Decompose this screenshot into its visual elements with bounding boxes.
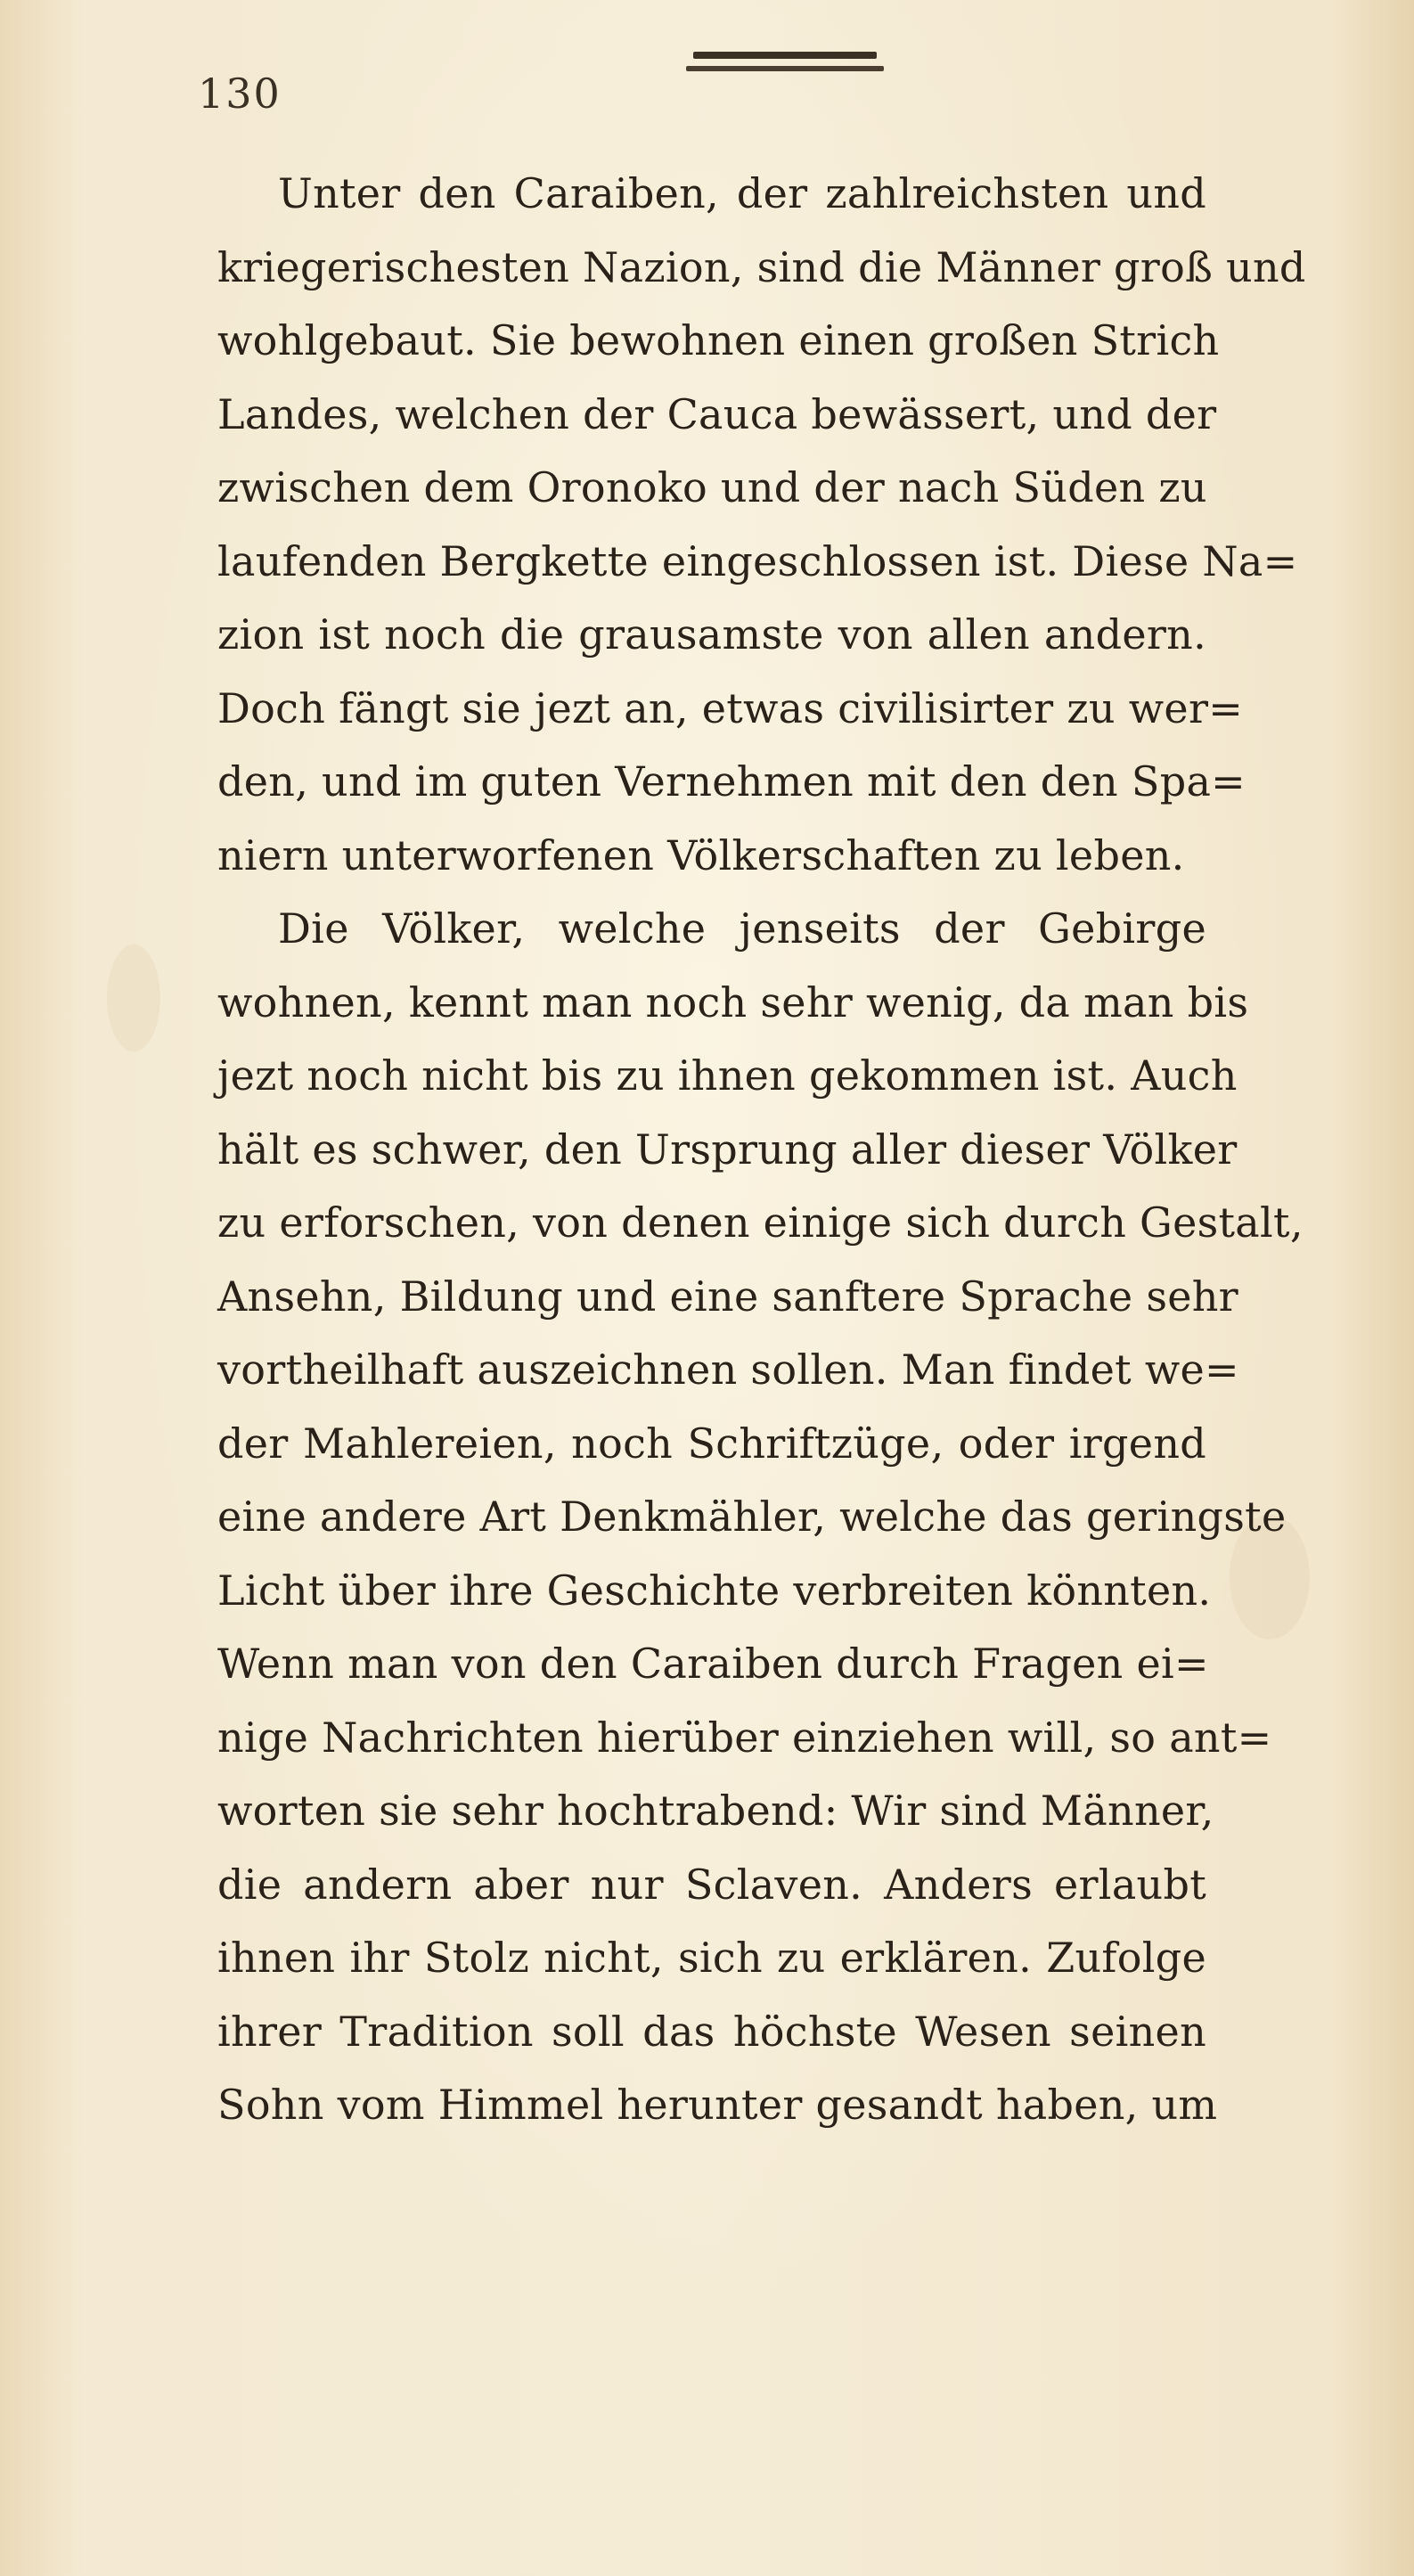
text-line: jezt noch nicht bis zu ihnen gekommen ist. Auch [217, 1051, 1238, 1100]
text-line: laufenden Bergkette eingeschlossen ist. Diese Na= [217, 536, 1298, 585]
page-number: 130 [198, 70, 282, 118]
text-line: kriegerischesten Nazion, sind die Männer groß und [217, 242, 1306, 291]
text-line: worten sie sehr hochtrabend: Wir sind Männer, [217, 1787, 1214, 1835]
text-line: zwischen dem Oronoko und der nach Süden zu [217, 463, 1207, 511]
text-line: Landes, welchen der Cauca bewässert, und der [217, 389, 1217, 438]
text-line: eine andere Art Denkmähler, welche das geringste [217, 1492, 1287, 1541]
ornament-rule-bottom [686, 66, 884, 71]
ornament-rule-top [693, 52, 877, 59]
body-text [217, 157, 1306, 2142]
text-line: hält es schwer, den Ursprung aller dieser Völker [217, 1124, 1238, 1174]
text-line: die andern aber nur Sclaven. Anders erlaubt [217, 1860, 1206, 1909]
text-line: Sohn vom Himmel herunter gesandt haben, um [217, 2081, 1218, 2129]
text-line: wohlgebaut. Sie bewohnen einen großen Strich [217, 316, 1220, 364]
text-line: zu erforschen, von denen einige sich durch Gestalt, [217, 1198, 1304, 1247]
text-line: zion ist noch die grausamste von allen andern. [217, 610, 1206, 658]
text-line: Die Völker, welche jenseits der Gebirge [278, 904, 1206, 953]
text-line: nige Nachrichten hierüber einziehen will, so ant= [217, 1713, 1272, 1762]
text-line: Ansehn, Bildung und eine sanftere Sprache sehr [217, 1272, 1238, 1321]
text-line: Licht über ihre Geschichte verbreiten könnten. [217, 1566, 1212, 1615]
header-ornament [686, 52, 884, 77]
text-line: der Mahlereien, noch Schriftzüge, oder irgend [217, 1419, 1206, 1468]
text-line: Wenn man von den Caraiben durch Fragen ei= [217, 1640, 1209, 1688]
text-line: vortheilhaft auszeichnen sollen. Man findet we= [217, 1345, 1239, 1394]
text-line: ihnen ihr Stolz nicht, sich zu erklären. Zufolge [217, 1934, 1206, 1982]
text-line: Unter den Caraiben, der zahlreichsten und [278, 169, 1206, 217]
text-line: ihrer Tradition soll das höchste Wesen seinen [217, 2007, 1206, 2056]
text-line: wohnen, kennt man noch sehr wenig, da man bis [217, 977, 1249, 1026]
text-line: den, und im guten Vernehmen mit den den Spa= [217, 757, 1246, 806]
text-line: niern unterworfenen Völkerschaften zu leben. [217, 830, 1185, 879]
text-line: Doch fängt sie jezt an, etwas civilisirter zu wer= [217, 683, 1244, 732]
paper-stain [107, 945, 160, 1051]
